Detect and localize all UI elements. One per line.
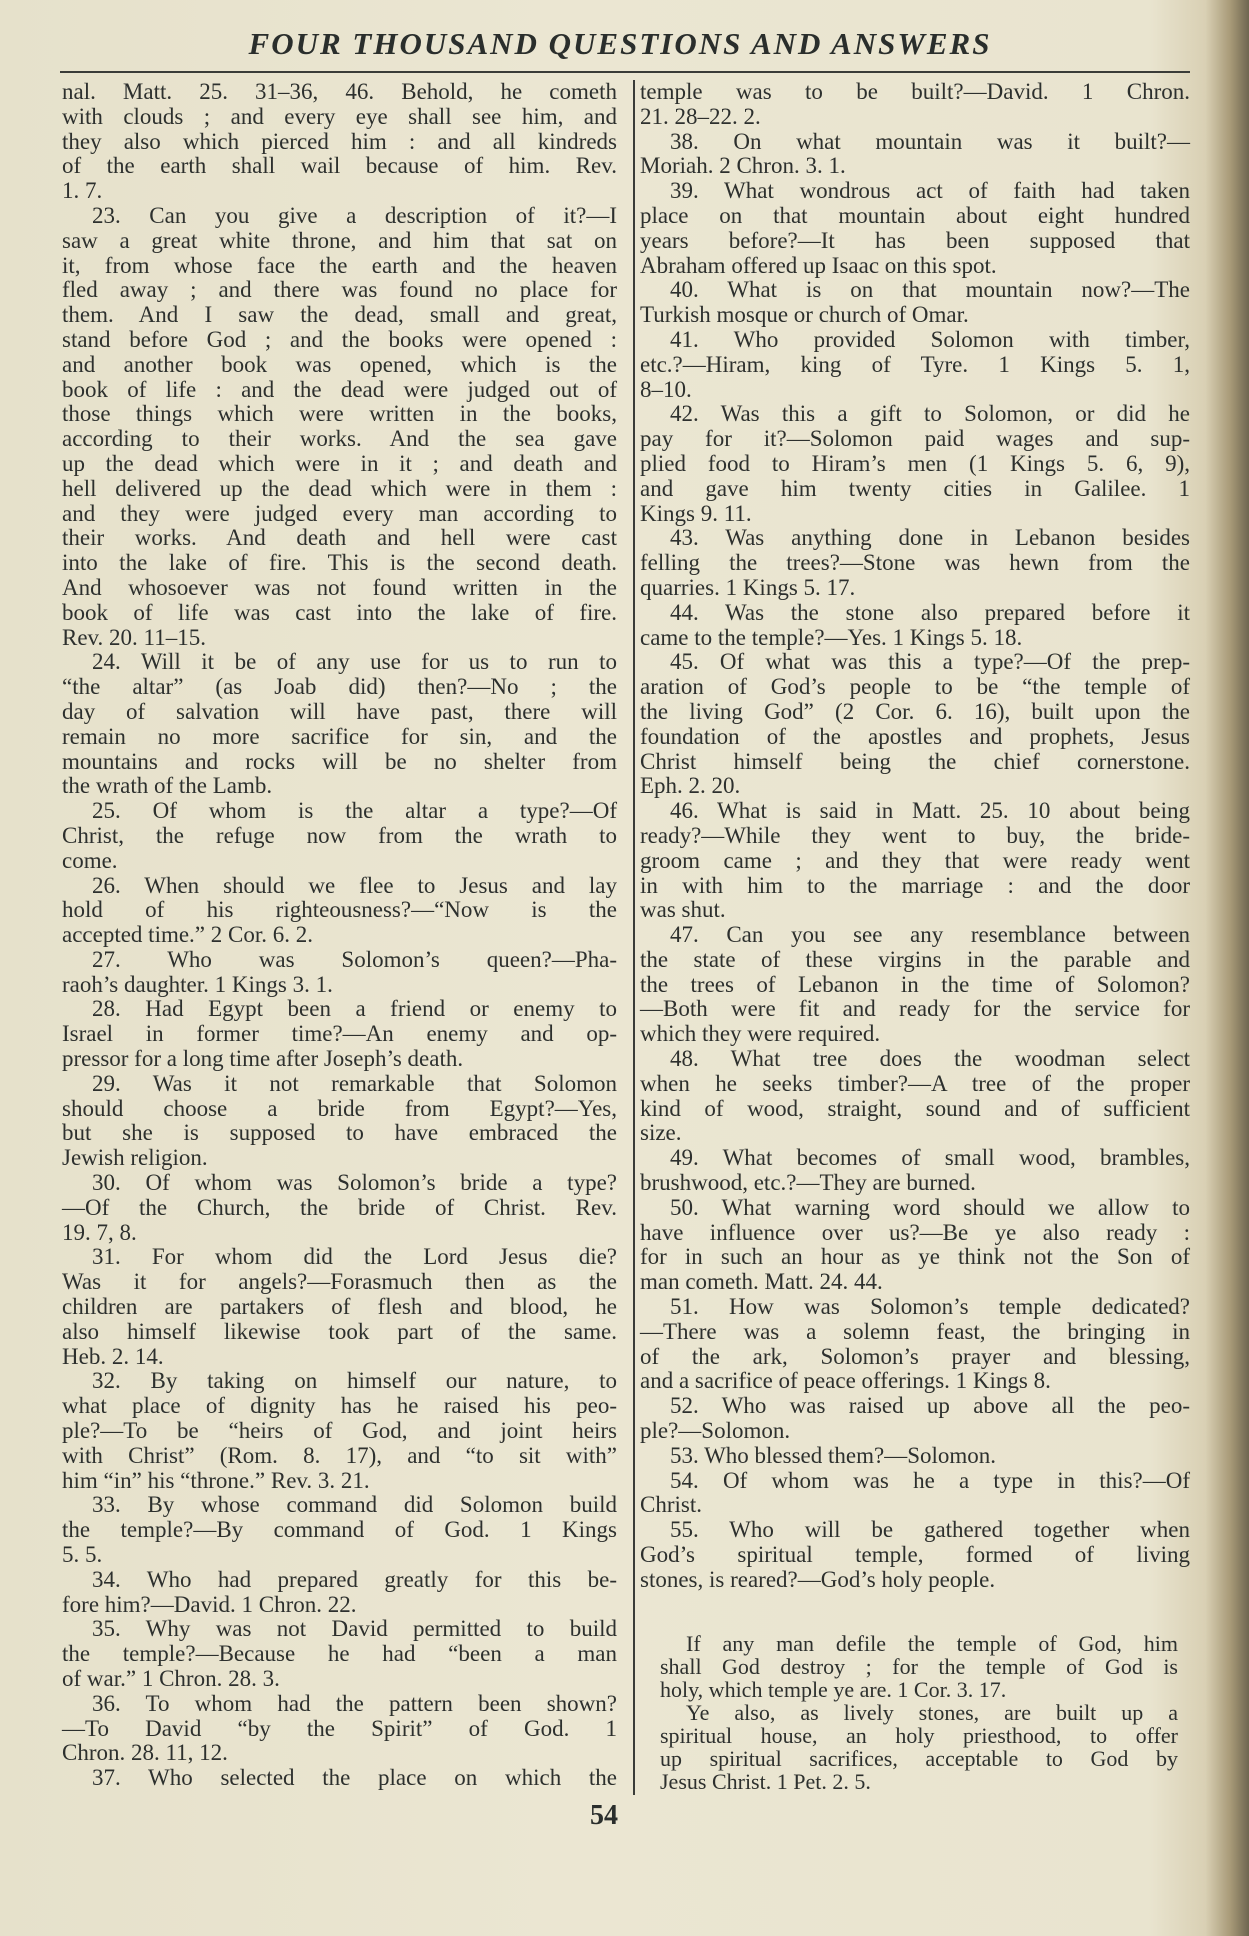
- text-line: should choose a bride from Egypt?—Yes,: [62, 1095, 617, 1121]
- question-paragraph: [62, 204, 617, 650]
- question-paragraph: [640, 526, 1190, 600]
- question-paragraph: [62, 1493, 617, 1567]
- text-line: man cometh. Matt. 24. 44.: [640, 1269, 883, 1295]
- right-column: [640, 80, 1190, 1593]
- text-line: 46. What is said in Matt. 25. 10 about being: [670, 798, 1190, 824]
- text-line: holy, which temple ye are. 1 Cor. 3. 17.: [660, 1677, 1007, 1702]
- text-line: 48. What tree does the woodman select: [670, 1046, 1190, 1072]
- question-paragraph: [62, 1072, 617, 1171]
- text-line: Kings 9. 11.: [640, 500, 752, 526]
- text-line: and another book was opened, which is the: [62, 351, 617, 377]
- text-line: ready?—While they went to buy, the bride-: [640, 822, 1190, 848]
- text-line: —Of the Church, the bride of Christ. Rev.: [62, 1194, 617, 1220]
- text-line: spiritual house, an holy priesthood, to offer: [660, 1723, 1178, 1748]
- question-paragraph: [62, 1568, 617, 1618]
- text-line: 24. Will it be of any use for us to run to: [92, 649, 617, 675]
- text-line: etc.?—Hiram, king of Tyre. 1 Kings 5. 1,: [640, 351, 1190, 377]
- question-paragraph: [640, 1394, 1190, 1444]
- text-line: 8–10.: [640, 376, 692, 402]
- text-line: book of life was cast into the lake of fire.: [62, 599, 617, 625]
- text-line: 5. 5.: [62, 1542, 103, 1568]
- question-paragraph: [62, 1369, 617, 1493]
- text-line: 40. What is on that mountain now?—The: [670, 277, 1190, 303]
- text-line: —To David “by the Spirit” of God. 1: [62, 1715, 617, 1741]
- text-line: for in such an hour as ye think not the Son of: [640, 1244, 1190, 1270]
- text-line: the wrath of the Lamb.: [62, 773, 273, 799]
- text-line: up spiritual sacrifices, acceptable to God by: [660, 1746, 1178, 1771]
- text-line: Christ, the refuge now from the wrath to: [62, 822, 617, 848]
- text-line: remain no more sacrifice for sin, and the: [62, 723, 617, 749]
- text-line: 44. Was the stone also prepared before it: [670, 599, 1190, 625]
- text-line: children are partakers of flesh and blood, he: [62, 1294, 617, 1320]
- text-line: kind of wood, straight, sound and of sufficient: [640, 1095, 1190, 1121]
- text-line: also himself likewise took part of the same.: [62, 1318, 617, 1344]
- text-line: with clouds ; and every eye shall see him, and: [62, 103, 617, 129]
- text-line: place on that mountain about eight hundred: [640, 202, 1190, 228]
- running-header: FOUR THOUSAND QUESTIONS AND ANSWERS: [248, 26, 992, 61]
- text-line: they also which pierced him : and all kindreds: [62, 128, 617, 154]
- text-line: came to the temple?—Yes. 1 Kings 5. 18.: [640, 624, 1023, 650]
- question-paragraph: [640, 1444, 1190, 1469]
- text-line: ple?—To be “heirs of God, and joint heirs: [62, 1418, 617, 1444]
- text-line: 33. By whose command did Solomon build: [92, 1492, 617, 1518]
- text-line: 26. When should we flee to Jesus and lay: [92, 872, 617, 898]
- text-line: 36. To whom had the pattern been shown?: [92, 1690, 617, 1716]
- text-line: 42. Was this a gift to Solomon, or did he: [670, 401, 1190, 427]
- text-line: the temple?—By command of God. 1 Kings: [62, 1517, 617, 1543]
- text-line: and gave him twenty cities in Galilee. 1: [640, 475, 1190, 501]
- question-paragraph: [62, 650, 617, 799]
- left-column: [62, 80, 617, 1791]
- text-line: 55. Who will be gathered together when: [670, 1517, 1190, 1543]
- question-paragraph: [62, 1617, 617, 1691]
- text-line: their works. And death and hell were cast: [62, 525, 617, 551]
- text-line: when he seeks timber?—A tree of the proper: [640, 1070, 1190, 1096]
- text-line: 31. For whom did the Lord Jesus die?: [92, 1244, 617, 1270]
- text-line: in with him to the marriage : and the door: [640, 872, 1190, 898]
- text-line: 49. What becomes of small wood, brambles,: [670, 1145, 1190, 1171]
- text-line: and a sacrifice of peace offerings. 1 Kings 8.: [640, 1368, 1051, 1394]
- text-line: Jesus Christ. 1 Pet. 2. 5.: [660, 1769, 871, 1794]
- question-paragraph: [62, 874, 617, 948]
- text-line: the living God” (2 Cor. 6. 16), built upon the: [640, 698, 1190, 724]
- text-line: 1. 7.: [62, 178, 103, 204]
- text-line: size.: [640, 1120, 682, 1146]
- text-line: 27. Who was Solomon’s queen?—Pha-: [92, 946, 617, 972]
- text-line: Israel in former time?—An enemy and op-: [62, 1021, 617, 1047]
- text-line: according to their works. And the sea gave: [62, 426, 617, 452]
- question-paragraph: [62, 1692, 617, 1766]
- question-paragraph: [640, 650, 1190, 799]
- text-line: hold of his righteousness?—“Now is the: [62, 897, 617, 923]
- text-line: Moriah. 2 Chron. 3. 1.: [640, 153, 846, 179]
- text-line: 28. Had Egypt been a friend or enemy to: [92, 996, 617, 1022]
- text-line: 50. What warning word should we allow to: [670, 1194, 1190, 1220]
- question-paragraph: [640, 278, 1190, 328]
- text-line: groom came ; and they that were ready went: [640, 847, 1190, 873]
- text-line: with Christ” (Rom. 8. 17), and “to sit with”: [62, 1442, 617, 1468]
- text-line: plied food to Hiram’s men (1 Kings 5. 6, 9),: [640, 450, 1190, 476]
- page-number: 54: [590, 1800, 618, 1831]
- text-line: —There was a solemn feast, the bringing in: [640, 1318, 1190, 1344]
- text-line: book of life : and the dead were judged out of: [62, 376, 617, 402]
- text-line: stones, is reared?—God’s holy people.: [640, 1566, 996, 1592]
- text-line: come.: [62, 847, 118, 873]
- text-line: those things which were written in the books,: [62, 401, 617, 427]
- text-line: 53. Who blessed them?—Solomon.: [670, 1442, 997, 1468]
- text-line: 21. 28–22. 2.: [640, 103, 761, 129]
- text-line: 30. Of whom was Solomon’s bride a type?: [92, 1170, 617, 1196]
- text-line: it, from whose face the earth and the heaven: [62, 252, 617, 278]
- text-line: him “in” his “throne.” Rev. 3. 21.: [62, 1467, 370, 1493]
- question-paragraph: [640, 1469, 1190, 1519]
- text-line: God’s spiritual temple, formed of living: [640, 1542, 1190, 1568]
- closing-scripture-quotes: [660, 1632, 1178, 1793]
- text-line: hell delivered up the dead which were in them :: [62, 475, 617, 501]
- text-line: 37. Who selected the place on which the: [92, 1765, 617, 1791]
- text-line: felling the trees?—Stone was hewn from the: [640, 550, 1190, 576]
- text-line: 54. Of whom was he a type in this?—Of: [670, 1467, 1190, 1493]
- text-line: Heb. 2. 14.: [62, 1343, 164, 1369]
- text-line: If any man defile the temple of God, him: [686, 1631, 1178, 1656]
- text-line: into the lake of fire. This is the second death.: [62, 550, 617, 576]
- text-line: 52. Who was raised up above all the peo-: [670, 1393, 1190, 1419]
- question-paragraph: [62, 997, 617, 1071]
- question-paragraph: [62, 799, 617, 873]
- question-paragraph: [640, 179, 1190, 278]
- text-line: 34. Who had prepared greatly for this be-: [92, 1566, 617, 1592]
- question-paragraph: [640, 1196, 1190, 1295]
- scripture-quote: [660, 1632, 1178, 1701]
- text-line: quarries. 1 Kings 5. 17.: [640, 574, 856, 600]
- question-paragraph: [640, 1518, 1190, 1592]
- text-line: brushwood, etc.?—They are burned.: [640, 1170, 976, 1196]
- text-line: fled away ; and there was found no place for: [62, 277, 617, 303]
- text-line: 23. Can you give a description of it?—I: [92, 202, 617, 228]
- question-paragraph: [640, 1295, 1190, 1394]
- text-line: raoh’s daughter. 1 Kings 3. 1.: [62, 971, 333, 997]
- question-paragraph: [62, 80, 617, 204]
- text-line: And whosoever was not found written in the: [62, 574, 617, 600]
- text-line: 29. Was it not remarkable that Solomon: [92, 1070, 617, 1096]
- text-line: nal. Matt. 25. 31–36, 46. Behold, he cometh: [62, 79, 617, 104]
- text-line: which they were required.: [640, 1021, 881, 1047]
- text-line: the trees of Lebanon in the time of Solomon?: [640, 971, 1190, 997]
- text-line: ple?—Solomon.: [640, 1418, 791, 1444]
- text-line: 35. Why was not David permitted to build: [92, 1616, 617, 1642]
- text-line: the state of these virgins in the parable and: [640, 946, 1190, 972]
- text-line: pressor for a long time after Joseph’s death.: [62, 1046, 464, 1072]
- text-line: of the earth shall wail because of him. Rev.: [62, 153, 617, 179]
- question-paragraph: [640, 1047, 1190, 1146]
- text-line: 41. Who provided Solomon with timber,: [670, 326, 1190, 352]
- text-line: 32. By taking on himself our nature, to: [92, 1368, 617, 1394]
- question-paragraph: [640, 923, 1190, 1047]
- text-line: what place of dignity has he raised his peo-: [62, 1393, 617, 1419]
- text-line: fore him?—David. 1 Chron. 22.: [62, 1591, 357, 1617]
- text-line: day of salvation will have past, there will: [62, 698, 617, 724]
- text-line: and they were judged every man according to: [62, 500, 617, 526]
- text-line: 45. Of what was this a type?—Of the prep-: [670, 649, 1190, 675]
- text-line: Jewish religion.: [62, 1145, 208, 1171]
- text-line: of war.” 1 Chron. 28. 3.: [62, 1666, 280, 1691]
- question-paragraph: [640, 328, 1190, 402]
- text-line: 38. On what mountain was it built?—: [670, 128, 1190, 154]
- text-line: Ye also, as lively stones, are built up a: [686, 1700, 1178, 1725]
- text-line: 25. Of whom is the altar a type?—Of: [92, 798, 617, 824]
- text-line: aration of God’s people to be “the temple of: [640, 674, 1190, 700]
- text-line: pay for it?—Solomon paid wages and sup-: [640, 426, 1190, 452]
- text-line: shall God destroy ; for the temple of God is: [660, 1654, 1178, 1679]
- text-line: Rev. 20. 11–15.: [62, 624, 206, 650]
- text-line: Eph. 2. 20.: [640, 773, 741, 799]
- text-line: but she is supposed to have embraced the: [62, 1120, 617, 1146]
- question-paragraph: [640, 799, 1190, 923]
- text-line: Christ himself being the chief cornerstone.: [640, 748, 1190, 774]
- text-line: 43. Was anything done in Lebanon besides: [670, 525, 1190, 551]
- question-paragraph: [640, 1146, 1190, 1196]
- question-paragraph: [62, 1766, 617, 1791]
- text-line: was shut.: [640, 897, 726, 923]
- question-paragraph: [62, 1245, 617, 1369]
- text-line: Was it for angels?—Forasmuch then as the: [62, 1269, 617, 1295]
- text-line: 19. 7, 8.: [62, 1219, 137, 1245]
- question-paragraph: [640, 130, 1190, 180]
- text-line: Christ.: [640, 1492, 702, 1518]
- question-paragraph: [640, 601, 1190, 651]
- question-paragraph: [640, 402, 1190, 526]
- text-line: them. And I saw the dead, small and great,: [62, 302, 617, 328]
- header-rule: [60, 71, 1190, 73]
- column-divider: [633, 80, 635, 1795]
- text-line: Abraham offered up Isaac on this spot.: [640, 252, 997, 278]
- text-line: mountains and rocks will be no shelter from: [62, 748, 617, 774]
- text-line: the temple?—Because he had “been a man: [62, 1641, 617, 1667]
- text-line: Chron. 28. 11, 12.: [62, 1740, 228, 1766]
- text-line: “the altar” (as Joab did) then?—No ; the: [62, 674, 617, 700]
- text-line: 51. How was Solomon’s temple dedicated?: [670, 1294, 1190, 1320]
- text-line: accepted time.” 2 Cor. 6. 2.: [62, 922, 314, 948]
- text-line: of the ark, Solomon’s prayer and blessing,: [640, 1343, 1190, 1369]
- text-line: 47. Can you see any resemblance between: [670, 922, 1190, 948]
- text-line: saw a great white throne, and him that sat on: [62, 227, 617, 253]
- text-line: Turkish mosque or church of Omar.: [640, 302, 969, 328]
- text-line: foundation of the apostles and prophets, Jesus: [640, 723, 1190, 749]
- text-line: years before?—It has been supposed that: [640, 227, 1190, 253]
- question-paragraph: [62, 948, 617, 998]
- text-line: —Both were fit and ready for the service for: [640, 996, 1190, 1022]
- text-line: stand before God ; and the books were opened :: [62, 326, 617, 352]
- question-paragraph: [62, 1171, 617, 1245]
- text-line: have influence over us?—Be ye also ready :: [640, 1219, 1190, 1245]
- text-line: up the dead which were in it ; and death and: [62, 450, 617, 476]
- text-line: temple was to be built?—David. 1 Chron.: [640, 79, 1190, 104]
- question-paragraph: [640, 80, 1190, 130]
- scripture-quote: [660, 1701, 1178, 1793]
- text-line: 39. What wondrous act of faith had taken: [670, 178, 1190, 204]
